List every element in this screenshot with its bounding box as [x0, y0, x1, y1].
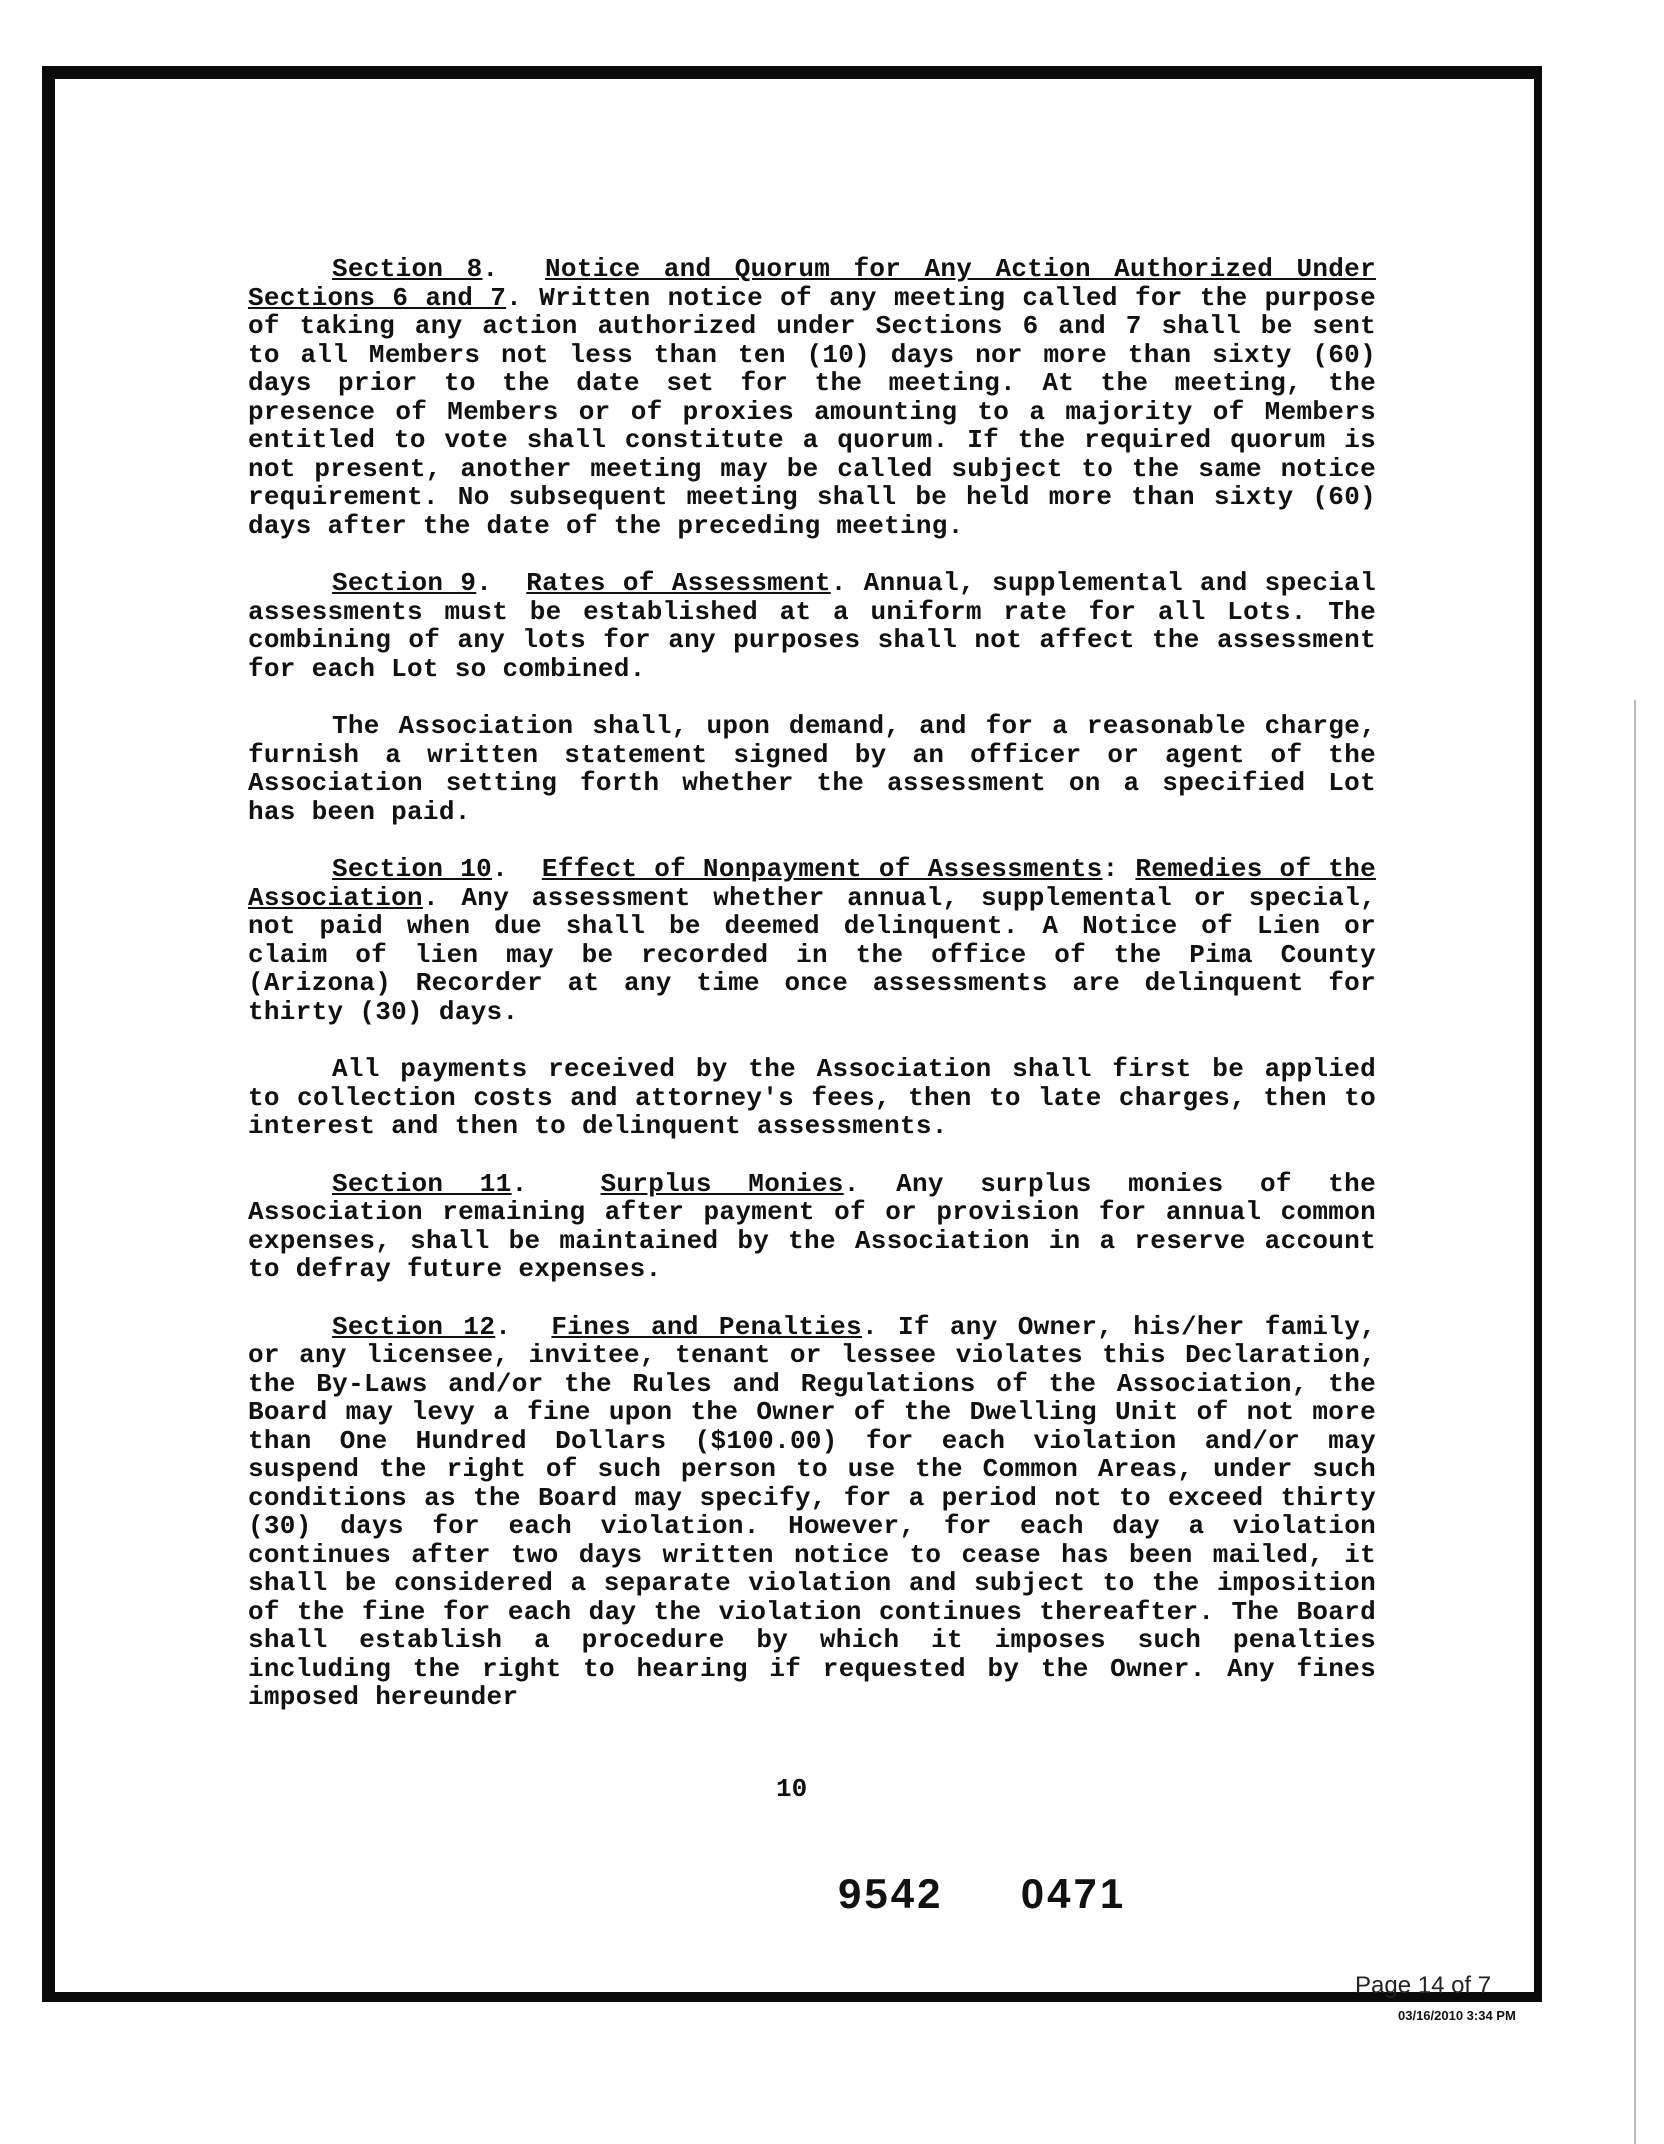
section-label: Section 12	[332, 1311, 496, 1342]
section-body: Any assessment whether annual, supplemental or special, not paid when due shall be deemed delinquent. A Notice of Lien or claim of lien may be recorded in the office of the Pima County (Arizona) Recorder at any time once assessments are delinquent for thirty (30) days.	[248, 882, 1376, 1027]
section-label: Section 9	[332, 568, 477, 598]
section-label: Section 8	[332, 254, 483, 284]
recording-stamp-number: 9542 0471	[838, 1870, 1127, 1917]
paragraph-section-12	[248, 1313, 1376, 1712]
section-body: Any surplus monies of the Association remaining after payment of or provision for annual common expenses, shall be maintained by the Association in a reserve account to defray future expenses.	[248, 1168, 1376, 1284]
section-sep: .	[511, 1168, 528, 1199]
paragraph-body: All payments received by the Association shall first be applied to collection costs and attorney's fees, then to late charges, then to interest and then to delinquent assessments.	[248, 1054, 1376, 1141]
section-title: Fines and Penalties	[551, 1311, 862, 1342]
section-subtitle: Remedies of the Association	[248, 854, 1377, 913]
section-title: Surplus Monies	[600, 1168, 844, 1199]
section-sep: .	[482, 254, 499, 284]
section-title: Rates of Assessment	[526, 568, 831, 598]
section-body: Written notice of any meeting called for the purpose of taking any action authorized under Sections 6 and 7 shall be sent to all Members not less than ten (10) days nor more than sixty (60) days prior to the date set for the meeting. At the meeting, the presence of Members or of proxies amounting to a majority of Members entitled to vote shall constitute a quorum. If the required quorum is not present, another meeting may be called subject to the same notice requirement. No subsequent meeting shall be held more than sixty (60) days after the date of the preceding meeting.	[248, 282, 1376, 541]
fax-datetime: 03/16/2010 3:34 PM	[1398, 2008, 1516, 2023]
title-sep: :	[1102, 854, 1136, 884]
paragraph-section-11	[248, 1170, 1376, 1284]
page-of-indicator: Page 14 of 7	[1355, 1972, 1492, 1999]
section-title: Effect of Nonpayment of Assessments	[541, 854, 1103, 884]
paragraph-payments	[248, 1055, 1376, 1141]
section-label: Section 11	[332, 1168, 512, 1199]
paragraph-statement	[248, 712, 1376, 826]
section-body: Annual, supplemental and special assessments must be established at a uniform rate for all Lots. The combining of any lots for any purposes shall not affect the assessment for each Lot so combined.	[248, 568, 1376, 684]
paragraph-section-10	[248, 855, 1376, 1026]
scan-edge-line	[1634, 700, 1636, 2144]
document-body	[248, 255, 1376, 1741]
label-sep: .	[492, 854, 508, 884]
subtitle-sep: .	[422, 882, 439, 913]
section-sep: .	[476, 568, 493, 598]
page-number: 10	[776, 1774, 808, 1804]
paragraph-body: The Association shall, upon demand, and for a reasonable charge, furnish a written statement signed by an officer or agent of the Association setting forth whether the assessment on a specified Lot has been paid.	[248, 711, 1376, 827]
title-sep: .	[843, 1168, 860, 1199]
title-sep: .	[506, 282, 523, 313]
section-body: If any Owner, his/her family, or any licensee, invitee, tenant or lessee violates this Declaration, the By-Laws and/or the Rules and Regulations of the Association, the Board may levy a fine upon the Owner of the Dwelling Unit of not more than One Hundred Dollars ($100.00) for each violation and/or may suspend the right of such person to use the Common Areas, under such conditions as the Board may specify, for a period not to exceed thirty (30) days for each violation. However, for each day a violation continues after two days written notice to cease has been mailed, it shall be considered a separate violation and subject to the imposition of the fine for each day the violation continues thereafter. The Board shall establish a procedure by which it imposes such penalties including the right to hearing if requested by the Owner. Any fines imposed hereunder	[248, 1311, 1377, 1712]
title-sep: .	[830, 568, 847, 598]
paragraph-section-8	[248, 255, 1376, 540]
title-sep: .	[861, 1311, 878, 1342]
paragraph-section-9	[248, 569, 1376, 683]
section-sep: .	[495, 1311, 512, 1342]
section-label: Section 10	[332, 854, 493, 884]
section-title: Notice and Quorum for Any Action Authorized Under Sections 6 and 7	[248, 254, 1376, 313]
